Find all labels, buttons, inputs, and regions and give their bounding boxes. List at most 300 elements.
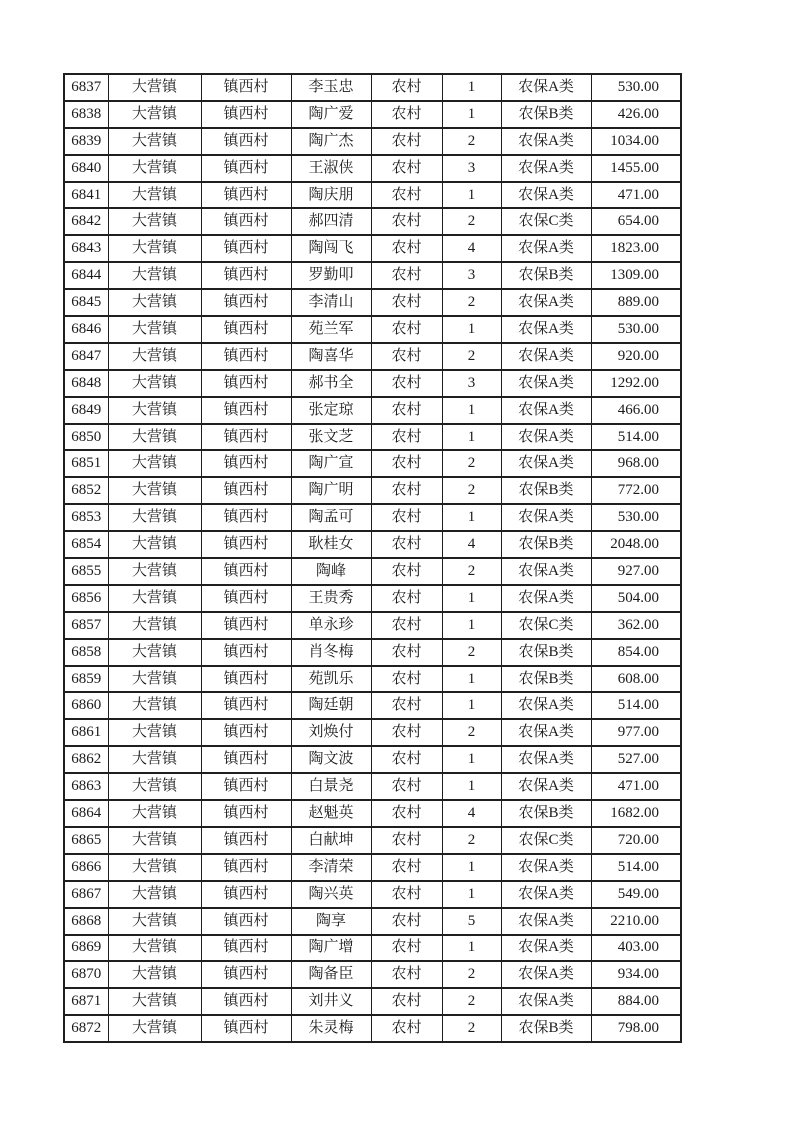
cell-town: 大营镇 [108,235,201,262]
cell-person-count: 1 [442,692,501,719]
cell-name: 陶广杰 [291,128,371,155]
cell-name: 苑凯乐 [291,666,371,693]
cell-amount: 471.00 [591,182,681,209]
cell-town: 大营镇 [108,343,201,370]
cell-seq-no: 6844 [64,262,108,289]
cell-seq-no: 6845 [64,289,108,316]
cell-amount: 654.00 [591,208,681,235]
cell-town: 大营镇 [108,1015,201,1042]
cell-residence-type: 农村 [371,477,442,504]
cell-amount: 466.00 [591,397,681,424]
table-row [64,450,681,477]
cell-insurance-category: 农保A类 [501,585,591,612]
cell-amount: 854.00 [591,639,681,666]
table-row [64,746,681,773]
cell-seq-no: 6872 [64,1015,108,1042]
cell-name: 陶闯飞 [291,235,371,262]
cell-residence-type: 农村 [371,908,442,935]
cell-insurance-category: 农保A类 [501,289,591,316]
table-row [64,908,681,935]
cell-town: 大营镇 [108,988,201,1015]
cell-town: 大营镇 [108,746,201,773]
cell-person-count: 2 [442,208,501,235]
table-row [64,343,681,370]
cell-amount: 362.00 [591,612,681,639]
cell-village: 镇西村 [201,477,291,504]
cell-town: 大营镇 [108,800,201,827]
cell-village: 镇西村 [201,208,291,235]
cell-name: 陶广增 [291,935,371,962]
cell-person-count: 1 [442,881,501,908]
cell-insurance-category: 农保A类 [501,128,591,155]
cell-name: 陶广宣 [291,450,371,477]
cell-village: 镇西村 [201,773,291,800]
cell-name: 李清山 [291,289,371,316]
cell-person-count: 2 [442,1015,501,1042]
cell-village: 镇西村 [201,666,291,693]
cell-amount: 530.00 [591,504,681,531]
cell-residence-type: 农村 [371,450,442,477]
cell-amount: 1823.00 [591,235,681,262]
table-row [64,719,681,746]
cell-residence-type: 农村 [371,182,442,209]
cell-person-count: 2 [442,289,501,316]
cell-insurance-category: 农保B类 [501,262,591,289]
cell-person-count: 1 [442,316,501,343]
cell-residence-type: 农村 [371,935,442,962]
cell-seq-no: 6861 [64,719,108,746]
cell-town: 大营镇 [108,908,201,935]
cell-name: 苑兰军 [291,316,371,343]
cell-person-count: 1 [442,612,501,639]
cell-seq-no: 6871 [64,988,108,1015]
cell-amount: 1309.00 [591,262,681,289]
cell-amount: 884.00 [591,988,681,1015]
cell-name: 罗勤叩 [291,262,371,289]
cell-name: 陶庆朋 [291,182,371,209]
cell-residence-type: 农村 [371,585,442,612]
cell-residence-type: 农村 [371,343,442,370]
cell-name: 肖冬梅 [291,639,371,666]
table-row [64,155,681,182]
cell-person-count: 2 [442,128,501,155]
cell-village: 镇西村 [201,746,291,773]
cell-residence-type: 农村 [371,881,442,908]
cell-insurance-category: 农保A类 [501,773,591,800]
cell-residence-type: 农村 [371,719,442,746]
cell-residence-type: 农村 [371,424,442,451]
table-row [64,235,681,262]
cell-seq-no: 6848 [64,370,108,397]
cell-seq-no: 6859 [64,666,108,693]
cell-person-count: 1 [442,182,501,209]
cell-village: 镇西村 [201,935,291,962]
cell-insurance-category: 农保A类 [501,908,591,935]
cell-amount: 530.00 [591,316,681,343]
cell-town: 大营镇 [108,316,201,343]
cell-village: 镇西村 [201,961,291,988]
cell-seq-no: 6866 [64,854,108,881]
cell-amount: 889.00 [591,289,681,316]
cell-town: 大营镇 [108,854,201,881]
cell-residence-type: 农村 [371,208,442,235]
cell-village: 镇西村 [201,424,291,451]
cell-amount: 514.00 [591,692,681,719]
cell-town: 大营镇 [108,692,201,719]
cell-name: 陶峰 [291,558,371,585]
cell-insurance-category: 农保A类 [501,343,591,370]
cell-town: 大营镇 [108,128,201,155]
cell-insurance-category: 农保A类 [501,988,591,1015]
cell-amount: 1292.00 [591,370,681,397]
cell-seq-no: 6855 [64,558,108,585]
cell-residence-type: 农村 [371,262,442,289]
table-row [64,988,681,1015]
cell-name: 陶廷朝 [291,692,371,719]
table-row [64,182,681,209]
cell-person-count: 1 [442,585,501,612]
cell-village: 镇西村 [201,235,291,262]
cell-person-count: 3 [442,262,501,289]
table-row [64,881,681,908]
cell-seq-no: 6837 [64,74,108,101]
table-row [64,74,681,101]
cell-amount: 608.00 [591,666,681,693]
cell-village: 镇西村 [201,558,291,585]
cell-village: 镇西村 [201,585,291,612]
table-row [64,1015,681,1042]
table-row [64,800,681,827]
cell-insurance-category: 农保B类 [501,639,591,666]
cell-seq-no: 6841 [64,182,108,209]
cell-village: 镇西村 [201,289,291,316]
cell-residence-type: 农村 [371,289,442,316]
table-row [64,397,681,424]
cell-residence-type: 农村 [371,692,442,719]
cell-residence-type: 农村 [371,531,442,558]
cell-seq-no: 6870 [64,961,108,988]
cell-amount: 934.00 [591,961,681,988]
cell-seq-no: 6843 [64,235,108,262]
cell-amount: 927.00 [591,558,681,585]
cell-person-count: 2 [442,477,501,504]
cell-residence-type: 农村 [371,397,442,424]
cell-person-count: 4 [442,800,501,827]
cell-town: 大营镇 [108,504,201,531]
cell-town: 大营镇 [108,477,201,504]
cell-insurance-category: 农保A类 [501,235,591,262]
cell-insurance-category: 农保A类 [501,450,591,477]
cell-village: 镇西村 [201,881,291,908]
cell-residence-type: 农村 [371,558,442,585]
cell-insurance-category: 农保B类 [501,477,591,504]
cell-residence-type: 农村 [371,612,442,639]
table-row [64,692,681,719]
cell-person-count: 5 [442,908,501,935]
cell-name: 陶广明 [291,477,371,504]
cell-village: 镇西村 [201,450,291,477]
table-body [64,74,681,1042]
cell-name: 李玉忠 [291,74,371,101]
cell-village: 镇西村 [201,531,291,558]
cell-name: 陶备臣 [291,961,371,988]
cell-seq-no: 6857 [64,612,108,639]
cell-village: 镇西村 [201,370,291,397]
cell-seq-no: 6853 [64,504,108,531]
cell-amount: 527.00 [591,746,681,773]
cell-town: 大营镇 [108,424,201,451]
cell-amount: 471.00 [591,773,681,800]
cell-insurance-category: 农保A类 [501,558,591,585]
cell-town: 大营镇 [108,74,201,101]
cell-name: 王淑侠 [291,155,371,182]
cell-amount: 920.00 [591,343,681,370]
cell-residence-type: 农村 [371,316,442,343]
cell-insurance-category: 农保A类 [501,504,591,531]
cell-seq-no: 6868 [64,908,108,935]
cell-village: 镇西村 [201,639,291,666]
cell-person-count: 1 [442,74,501,101]
cell-residence-type: 农村 [371,746,442,773]
cell-person-count: 1 [442,935,501,962]
table-row [64,666,681,693]
cell-seq-no: 6838 [64,101,108,128]
cell-town: 大营镇 [108,208,201,235]
cell-residence-type: 农村 [371,504,442,531]
cell-seq-no: 6869 [64,935,108,962]
cell-person-count: 3 [442,370,501,397]
cell-insurance-category: 农保A类 [501,155,591,182]
cell-insurance-category: 农保C类 [501,612,591,639]
table-row [64,504,681,531]
cell-insurance-category: 农保A类 [501,719,591,746]
cell-residence-type: 农村 [371,988,442,1015]
cell-insurance-category: 农保C类 [501,208,591,235]
table-row [64,585,681,612]
cell-town: 大营镇 [108,182,201,209]
table-row [64,316,681,343]
cell-insurance-category: 农保A类 [501,881,591,908]
cell-insurance-category: 农保B类 [501,101,591,128]
cell-name: 陶孟可 [291,504,371,531]
cell-person-count: 4 [442,531,501,558]
cell-insurance-category: 农保A类 [501,370,591,397]
table-row [64,477,681,504]
cell-person-count: 1 [442,504,501,531]
cell-insurance-category: 农保B类 [501,800,591,827]
cell-insurance-category: 农保C类 [501,827,591,854]
table-row [64,935,681,962]
cell-residence-type: 农村 [371,854,442,881]
cell-seq-no: 6840 [64,155,108,182]
cell-residence-type: 农村 [371,773,442,800]
cell-person-count: 1 [442,746,501,773]
cell-residence-type: 农村 [371,961,442,988]
cell-insurance-category: 农保A类 [501,316,591,343]
cell-town: 大营镇 [108,397,201,424]
cell-amount: 514.00 [591,424,681,451]
cell-seq-no: 6864 [64,800,108,827]
table-row [64,424,681,451]
cell-amount: 1034.00 [591,128,681,155]
cell-name: 郝书全 [291,370,371,397]
table-row [64,612,681,639]
cell-village: 镇西村 [201,800,291,827]
cell-town: 大营镇 [108,450,201,477]
cell-seq-no: 6839 [64,128,108,155]
cell-person-count: 2 [442,558,501,585]
cell-village: 镇西村 [201,719,291,746]
cell-name: 赵魁英 [291,800,371,827]
cell-amount: 1455.00 [591,155,681,182]
cell-name: 张文芝 [291,424,371,451]
table-row [64,289,681,316]
cell-insurance-category: 农保A类 [501,397,591,424]
cell-amount: 549.00 [591,881,681,908]
cell-person-count: 1 [442,424,501,451]
cell-residence-type: 农村 [371,128,442,155]
cell-amount: 426.00 [591,101,681,128]
cell-town: 大营镇 [108,773,201,800]
cell-seq-no: 6846 [64,316,108,343]
cell-village: 镇西村 [201,692,291,719]
cell-seq-no: 6867 [64,881,108,908]
cell-person-count: 1 [442,773,501,800]
cell-seq-no: 6850 [64,424,108,451]
cell-village: 镇西村 [201,827,291,854]
cell-seq-no: 6860 [64,692,108,719]
cell-insurance-category: 农保A类 [501,746,591,773]
table-row [64,773,681,800]
table-row [64,854,681,881]
cell-name: 陶享 [291,908,371,935]
cell-seq-no: 6847 [64,343,108,370]
cell-seq-no: 6865 [64,827,108,854]
cell-town: 大营镇 [108,719,201,746]
cell-person-count: 3 [442,155,501,182]
cell-town: 大营镇 [108,827,201,854]
cell-name: 陶喜华 [291,343,371,370]
cell-insurance-category: 农保A类 [501,961,591,988]
cell-seq-no: 6852 [64,477,108,504]
cell-insurance-category: 农保A类 [501,854,591,881]
cell-village: 镇西村 [201,182,291,209]
cell-residence-type: 农村 [371,800,442,827]
cell-seq-no: 6851 [64,450,108,477]
cell-seq-no: 6858 [64,639,108,666]
cell-person-count: 1 [442,854,501,881]
cell-village: 镇西村 [201,612,291,639]
cell-person-count: 1 [442,397,501,424]
table-row [64,639,681,666]
cell-residence-type: 农村 [371,74,442,101]
cell-town: 大营镇 [108,935,201,962]
cell-village: 镇西村 [201,343,291,370]
cell-residence-type: 农村 [371,827,442,854]
cell-name: 刘焕付 [291,719,371,746]
cell-name: 刘井义 [291,988,371,1015]
cell-residence-type: 农村 [371,370,442,397]
cell-name: 郝四清 [291,208,371,235]
cell-person-count: 2 [442,343,501,370]
cell-amount: 977.00 [591,719,681,746]
cell-person-count: 2 [442,988,501,1015]
cell-amount: 2210.00 [591,908,681,935]
cell-name: 白献坤 [291,827,371,854]
cell-town: 大营镇 [108,666,201,693]
table-row [64,961,681,988]
cell-village: 镇西村 [201,128,291,155]
cell-seq-no: 6842 [64,208,108,235]
cell-person-count: 2 [442,639,501,666]
cell-village: 镇西村 [201,988,291,1015]
cell-residence-type: 农村 [371,235,442,262]
cell-insurance-category: 农保A类 [501,74,591,101]
cell-name: 朱灵梅 [291,1015,371,1042]
cell-insurance-category: 农保A类 [501,424,591,451]
cell-town: 大营镇 [108,155,201,182]
cell-name: 耿桂女 [291,531,371,558]
cell-residence-type: 农村 [371,639,442,666]
cell-village: 镇西村 [201,101,291,128]
cell-residence-type: 农村 [371,155,442,182]
cell-town: 大营镇 [108,558,201,585]
cell-person-count: 2 [442,450,501,477]
cell-insurance-category: 农保B类 [501,531,591,558]
cell-town: 大营镇 [108,612,201,639]
cell-insurance-category: 农保A类 [501,182,591,209]
cell-amount: 772.00 [591,477,681,504]
cell-residence-type: 农村 [371,666,442,693]
cell-name: 陶兴英 [291,881,371,908]
cell-seq-no: 6849 [64,397,108,424]
table-row [64,101,681,128]
cell-village: 镇西村 [201,854,291,881]
cell-town: 大营镇 [108,531,201,558]
cell-amount: 720.00 [591,827,681,854]
cell-person-count: 2 [442,719,501,746]
cell-insurance-category: 农保B类 [501,666,591,693]
cell-name: 陶广爱 [291,101,371,128]
cell-town: 大营镇 [108,101,201,128]
cell-amount: 530.00 [591,74,681,101]
cell-residence-type: 农村 [371,1015,442,1042]
cell-village: 镇西村 [201,316,291,343]
insurance-roster-table [63,73,682,1043]
cell-amount: 798.00 [591,1015,681,1042]
cell-town: 大营镇 [108,961,201,988]
cell-seq-no: 6863 [64,773,108,800]
cell-residence-type: 农村 [371,101,442,128]
cell-name: 单永珍 [291,612,371,639]
cell-town: 大营镇 [108,585,201,612]
cell-amount: 403.00 [591,935,681,962]
table-row [64,208,681,235]
cell-name: 陶文波 [291,746,371,773]
cell-town: 大营镇 [108,289,201,316]
table-row [64,531,681,558]
cell-amount: 2048.00 [591,531,681,558]
cell-village: 镇西村 [201,262,291,289]
table-row [64,827,681,854]
cell-village: 镇西村 [201,1015,291,1042]
table-row [64,558,681,585]
cell-amount: 1682.00 [591,800,681,827]
table-row [64,128,681,155]
cell-seq-no: 6856 [64,585,108,612]
cell-town: 大营镇 [108,262,201,289]
cell-person-count: 2 [442,827,501,854]
